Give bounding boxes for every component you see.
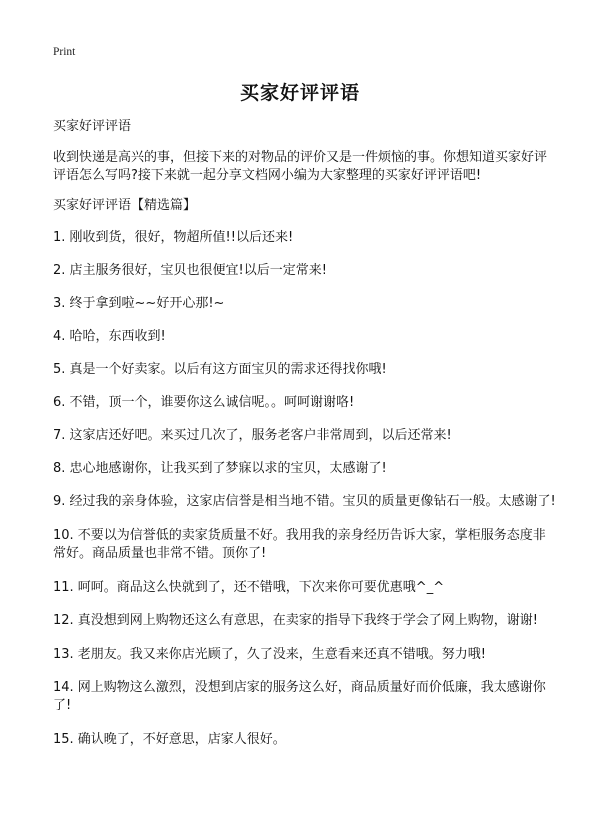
- list-item: 14. 网上购物这么激烈，没想到店家的服务这么好，商品质量好而价低廉，我太感谢你了!: [53, 680, 546, 713]
- document-body: [53, 118, 558, 764]
- list-item: 15. 确认晚了，不好意思，店家人很好。: [53, 732, 286, 747]
- print-label: Print: [53, 46, 76, 58]
- list-item: 1. 刚收到货，很好，物超所值!!以后还来!: [53, 230, 294, 245]
- list-item: 11. 呵呵。商品这么快就到了，还不错哦，下次来你可要优惠哦^_^: [53, 580, 445, 595]
- list-item: 4. 哈哈，东西收到!: [53, 329, 166, 344]
- intro-paragraph: 收到快递是高兴的事，但接下来的对物品的评价又是一件烦恼的事。你想知道买家好评评语怎么写吗?接下来就一起分享文档网小编为大家整理的买家好评评语吧!: [53, 150, 548, 183]
- list-item: 10. 不要以为信誉低的卖家货质量不好。我用我的亲身经历告诉大家，掌柜服务态度非常好。商品质量也非常不错。顶你了!: [53, 528, 546, 561]
- list-item: 5. 真是一个好卖家。以后有这方面宝贝的需求还得找你哦!: [53, 362, 387, 377]
- list-item: 3. 终于拿到啦~~好开心那!~: [53, 296, 225, 311]
- list-item: 13. 老朋友。我又来你店光顾了，久了没来，生意看来还真不错哦。努力哦!: [53, 647, 487, 662]
- document-title: 买家好评评语: [239, 82, 360, 104]
- list-item: 9. 经过我的亲身体验，这家店信誉是相当地不错。宝贝的质量更像钻石一般。太感谢了!: [53, 494, 556, 509]
- list-item: 2. 店主服务很好，宝贝也很便宜!以后一定常来!: [53, 263, 327, 278]
- list-item: 6. 不错，顶一个，谁要你这么诚信呢。。呵呵谢谢咯!: [53, 395, 355, 410]
- section-heading: 买家好评评语【精选篇】: [53, 198, 197, 213]
- list-item: 7. 这家店还好吧。来买过几次了，服务老客户非常周到，以后还常来!: [53, 428, 452, 443]
- document-subtitle: 买家好评评语: [53, 119, 132, 134]
- list-item: 12. 真没想到网上购物还这么有意思，在卖家的指导下我终于学会了网上购物，谢谢!: [53, 613, 539, 628]
- list-item: 8. 忠心地感谢你，让我买到了梦寐以求的宝贝，太感谢了!: [53, 461, 387, 476]
